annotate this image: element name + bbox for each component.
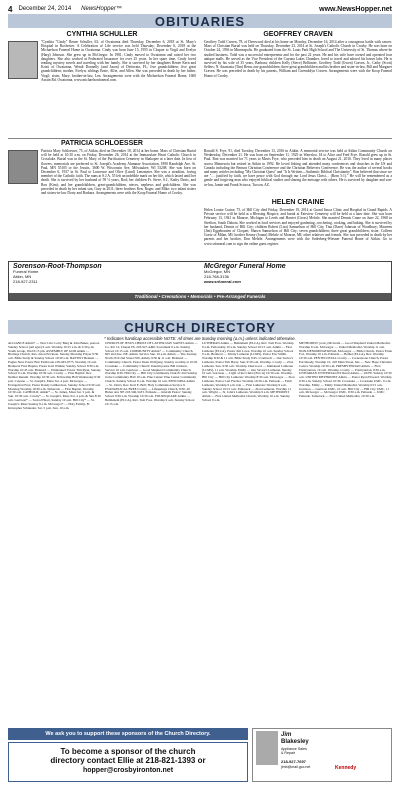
funeral-home-phone: 218-927-2311 bbox=[13, 279, 38, 284]
obit-name: GEOFFREY CRAVEN bbox=[263, 31, 333, 38]
agent-phone: 218-927-7697 bbox=[281, 759, 306, 764]
obit-text: "Cynthia "Cindy" Renee Schuller, 63, of Owatonna died Thursday, December 6, 2018 at St. Mary's Hospital in Rochester. A Celebration of Life service was held Thursday, December 6, 2018 at the Michaelson Funeral Home in Owatonna. Cindy was born June 15, 1955 in Cloquet to Virgil and Evelyn (Harp) Johnson. She grew up in McGregor. In 1981, Cindy moved to Owatonna and raised her two daughters. She also worked at Federated Insurance for over 25 years. In her spare time, Cindy loved reading mystery novels and traveling with her family. She is survived by her daughters Renee Kern and Kristi of Owatonna, Wendi Donnelly (and Jason) of Deforrata, FL; five grandchildren; five great grandchildren; mother, Evelyn; siblings Ernie, Alfie, and Allen. She was preceded in death by her father, Virgil; sister, Mary; brother-in-law, Len. Arrangements were with the Michaelson Funeral Home, 1600 Austin Rd, Owatonna, www.michaelsonfuneral.com. bbox=[41, 40, 196, 82]
obituaries-banner bbox=[8, 14, 392, 28]
agent-email[interactable]: jimb@mail.gcc.net bbox=[281, 765, 311, 769]
agent-company: Kennedy bbox=[335, 765, 357, 771]
obit-text: Ronald S. Frye, 91, died Tuesday, December 13, 2016 in Aitkin. A memorial service was held at Aitkin Community Church on Wednesday, December 21. He was born on September 11, 1925 in Waterloo, IA to Alice and Fred Frye. Ronald grew up in St. Paul. Ron was married for 71 years to Mavis Frye, who preceded him in death on August 21, 2016. They lived in many places across Minnesota but retired in Aitkin in 1992. He loved fishing and attended many conferences and churches in the US and Canada including the Benson Christian Conference and the Christian Believers Conference. He was the author of several books and many articles including "My Christian Quest" and "It Is Written—Authentic Biblical Christianity". Ron believed that since we are "… justified by faith, we have peace with God through our Lord Jesus Christ… (Rom 5:1)." He will be remembered as a gentle and forgiving man who enjoyed biblical studies and sharing the message with others. He is survived by daughter and son-in-law, Jamie and Frank Sciacca, Tucson, AZ. bbox=[204, 149, 392, 187]
obit-photo bbox=[8, 150, 38, 184]
sponsor-line-2: directory contact Ellie at 218-821-1393 or bbox=[50, 756, 206, 765]
funeral-home-city: Aitkin, MN bbox=[13, 274, 32, 279]
church-directory-note: * Indicates handicap accessible NOTE: All times are Sunday morning (a.m.) unless indicated otherwise. bbox=[104, 336, 296, 341]
obit-text: Helen Louise Craine, 75, of Hill City died Friday, December 19, 2014 at Grand Itasca Clinic and Hospital in Grand Rapids. A Private service will be held at a Blessing Hospice, and burial at Fairview Cemetery will be held at a later date. She was born February 13, 1941 in Monroe, Michigan to Leeds and Harriet (Gross) Mehrle. She married Dennis Crane on June 22, 1968 in Steelton, South Dakota. She worked in food services and enjoyed gardening, crocheting, cooking, and baking. She is survived by her husband, Dennis of Hill City; children Robert (Lisa) Samuelson of Hill City, Tina (Dave) Johnson of Woodbury; Maureen (Jim) Eggebraaten of Cloquet; Shawn Samuelson of Hill City; seven grandchildren; three great grandchildren; sister, Colleen Goetz of Milan, MI; brother Kenny (Joann) Mehrle of Monroe, MI; other relatives and friends. She was preceded in death by her parents and her brother, Don Mehrle. Arrangements were with the Soderberg-Wiesner Funeral Home of Aitkin. Go to www.srfuneral.com to sign the online guest register. bbox=[204, 208, 392, 246]
funeral-home-name: Sorenson-Root-Thompson bbox=[13, 263, 102, 270]
obit-name: PATRICIA SCHLOESSER bbox=[61, 140, 143, 147]
obit-name: CYNTHIA SCHULLER bbox=[66, 31, 138, 38]
church-listing-column: LUTHERAN Aitkin — Bethlehem (ELCA), Rev. Tom Foss. Worship 9 a.m. Fellowship 10 a.m. Sunday School 10:15 a.m. Aitkin — First Lutheran (ELCA), Pastor Jim Lowe. Worship 10 a.m. Sunday School 9 a.m. Brainerd — Trinity Lutheran (LCMS), Pastor Eric Smith. Worship 8:30 & 11 a.m. Bible Study 9:45. Cromwell — Our Savior's Lutheran, Pastor Tim Harry. Sun. 9:30 a.m. Worship. Crosby — Zion Lutheran. Sun. 9:30 a.m. Worship. Deerwood — Immanuel Lutheran (LCMS), 11 a.m. Worship. Emily — Our Savior's Lutheran, Sunday 10 a.m. Garrison — Light of the Christ (ELCA) 10:30 a.m. Worship. Hill City — Hill City Lutheran: Worship 8:30 a.m. McGregor — Zion Lutheran. Pastor Carl Fischer. Worship 10:30 a.m. Palisade — Faith Lutheran, Worship 9 a.m. Isle — First Lutheran: Worship 9 a.m. Sunday School 10:15 a.m. Tamarack — Zion Lutheran. Worship 11 a.m. Wright — St. John's Lutheran, Worship 9 a.m. METHODIST Aitkin — First United Methodist Church, Worship 10 a.m. Sunday School 9 a.m. bbox=[202, 342, 295, 402]
agent-photo bbox=[256, 731, 278, 765]
agent-ad bbox=[252, 728, 392, 782]
church-listing-column: CHURCH OF JESUS CHRIST OF LATTER DAY SAINTS Aitkin — Co. Rd. 12, Chapel Ph. 218-927-4490. Sacrament 9 a.m. Sunday School 10:15 a.m. COMMUNITY Aitkin* — Community Church, 605 2nd Ave. NE, Aitkin. Service Sun. 10 a.m. Aitkin — The Journey North: 810 2nd Street NW, Aitkin. 9:30 & 11 a.m. Brainerd — Community Church. Pastor Dean Wolfgang. Sunday worship at 10:45. Crosslake — Community Church: Interim pastor Bill Johnson. Service 10 a.m. Garrison — Good Shepherd Community Church. Worship 9:30. Hill City — Hill City Community Church: 2nd Sunday in the Community Hall 10 a.m. Pine Center: Pine Center Community Church. Sunday School 9 a.m. Worship 10 a.m. EPISCOPAL Aitkin — St. John's, Rev. Karl E. Bell; Holy Communion Service 9. EVANGELICAL FREE Crosby — Lifesprings Church, 8:30, 20 Huber Ave NE 218-546-5433. Palisade — Interim Pastor: Sunday School 9:30 a.m. Worship 10:30 a.m. FOURSQUARE Aitkin — Bethlehem (ELCA), Rev. Tom Foss. Worship 9 a.m. Sunday School 10:15 a.m. bbox=[105, 342, 198, 406]
agent-role-line-1: Appliance Sales bbox=[281, 747, 307, 751]
sponsor-line-1: To become a sponsor of the church bbox=[60, 747, 196, 756]
section-divider bbox=[8, 138, 392, 139]
sponsor-box bbox=[8, 742, 248, 782]
sponsor-email[interactable]: hopper@crosbyironton.net bbox=[82, 767, 174, 774]
funeral-home-ads bbox=[8, 261, 392, 301]
page-header bbox=[8, 4, 392, 14]
site-url[interactable]: www.NewsHopper.net bbox=[319, 5, 392, 13]
church-listing-column: METHODIST (cont.) McGrath — Good Shepherd United Methodist, Worship 9 a.m. McGregor — United Methodist, Worship 11 a.m. NON-DENOMINATIONAL McGregor — Bible Church, Pastor Ernie Fox. Worship 10 a.m. Palisade — Bethel (ELCA), Rev. Worship 10:30 a.m. PENTECOSTAL Crosby — Cornerstone Church, Pastor Earl Ready. Worship 10, 418 Main Street. Isle — New Hope Christian Center. Worship 10:30 a.m. PRESBYTERIAN Aitkin — First Presbyterian, 10 a.m. Worship. Crosby — Presbyterian, 9:30 a.m. UNITARIAN UNIVERSALIST Rural Aitkin — UUFP, Sunday 10:30 a.m. UNITED METHODIST Aitkin — Pastor Ryan Howard. Worship 9:30 a.m. Sunday School 10:30. Crosslake — Crosslake UMC, 9 a.m. Worship. Emily — Emily United Methodist, Worship 9:15 a.m. Garrison — Garrison UMC, 10 a.m. Hill City — Hill City UMC, 11 a.m. McGregor — McGregor UMC, 9:30 a.m. Palisade — UMC Palisade. Tamarack — First United Methodist, 10:30 a.m. bbox=[299, 342, 392, 399]
funeral-home-city: McGregor, MN bbox=[204, 269, 231, 274]
obit-photo bbox=[8, 41, 38, 79]
church-directory-banner bbox=[8, 320, 392, 334]
obit-text: Geoffrey Todd Craven, 78, of Deerwood died at his home on Monday, December 16, 2014 after a courageous battle with cancer. Mass of Christian Burial was held on Thursday, December 23, 2014 at St. Joseph's Catholic Church in Crosby. He was born on October 24, 1936 in Minneapolis. He graduated from the St. Louis Park High School and The University of St. Thomas where he studied business. Todd was a successful entrepreneur and for the past 22 years. He and his wife have owned and operated four antique malls. He served as the Vice President of the Cuyuna Lakes Chamber, loved to travel and adored his basset labs. He is survived by his wife of 35 years, Barbara; children Kelly (Steve) Bellimier, Geoffrey Todd (Gwen) Craven, Jr., Cathy (Scott) Sellers; N. Anastasia (Tim) Benn; one grandchildren; three great grandchildren and his brother and sister-in-law, Bill and Margaret Craven. He was preceded in death by his parents, William and Gwendolyn Craven. Arrangements were with the Koop Funeral Home of Crosby. bbox=[204, 40, 392, 78]
obit-text: Patricia Mary Schloesser, 75, of Aitkin, died on December 18, 2014 at her home. Mass of Christian Burial will be held at 10:30 a.m. on Friday, December 26, 2014 at the Immaculate Heart Catholic Church in Crosslake. Burial was in the St. Mary of the Purification Cemetery in Shakopee at a later date. In lieu of flowers, memorials are preferred to St. Joseph's Academy Alumnae Association, 1890 Randolph Ave. St. Paul, MN 55105 or the Jesuits, 3600 W. Wisconsin Ave, Milwaukee, WI 53208. She was born on December 6, 1937 in St. Paul to Lawrence and Olive (Lund) Lenzmeier. She was a steadfast, loving member of the Catholic faith. The nuns at S.J.A. 55 left an indelible mark on her life, which lasted until her death. She is survived by her husband of 59 ½ years, Rod; her children Fr. Steve, S.J., Kathy Davis, and Ron (Kim); and her grandchildren, great-grandchildren, nieces, nephews and godchildren. She was preceded in death by her infant son, Gary in 2011; three brothers Ken, Roger, and Mike; two infant sisters and sisters-in-law Dorty and Barbara. Arrangements were with the Koop Funeral Home of Crosby. bbox=[41, 149, 196, 196]
agent-role bbox=[281, 747, 307, 755]
agent-first-name: Jim bbox=[281, 732, 292, 738]
funeral-services-strip: Traditional • Cremations • Memorials • Pre-Arranged Funerals bbox=[9, 293, 391, 300]
page-number: 4 bbox=[8, 4, 13, 14]
agent-last-name: Blakesley bbox=[281, 739, 309, 745]
sponsor-appeal-bar: We ask you to support these sponsors of the Church Directory. bbox=[8, 728, 248, 740]
funeral-home-phone: 218-768-3136 bbox=[204, 274, 229, 279]
funeral-home-name: McGregor Funeral Home bbox=[204, 263, 286, 270]
funeral-home-url[interactable]: www.srfuneral.com bbox=[204, 279, 241, 284]
church-listing-column: ALLIANCE Aitkin* — New Life: Larry Burg & John Beker, pastors. Sunday School (All ages) 9 a.m. Worship 10:15 a.m. & 5:30 p.m. Youth Group, Wed 6:15 pm. ASSEMBLY OF GOD Aitkin — Heritage Church, Rev. Jason Erickson. Sunday Morning Prayer 9:30 a.m. Bible Study & Sunday School 10:30 a.m. BAPTIST Bennett — Eagles Nest, Pastor Bob Estabrook 218-463-9775. Worship 10 a.m. Brainerd: First Baptist, Pastor Karl Winkle; Sunday School 9:30 a.m. Worship 10:45 a.m. Brainerd — Emmanuel: Pastor Tim Ryan. Sunday School 9 a.m. Worship 10:30 a.m. Crosby — First Baptist: Rev. Delmar Ranum. Worship 10:30 a.m. Fellowship Hall Wednesday 6:30 p.m. Cuyuna — St. Joseph's, Mass Sat. 4 p.m. McGregor — Evangelical Free: Pastor Randy Lambertson. Sunday School 9:30 a.m. Morning Worship 10:30 a.m. Tamarack — First Baptist, Worship 10:30 a.m. CATHOLIC Aitkin* — St. James, Mass Sat. 5 p.m. & Sun. 10:30 a.m. Crosby* — St. Joseph's, Mass Sat. 4 p.m. & Sun 8:30 a.m. Garrison* — Sacred Heart, Sunday 10 a.m. Hill City* — St. Joseph's: Mass Sunday 8 a.m. McGregor* — Holy Family, Fr. Kristopher Schnieder, Sat. 5 p.m. Sun. 10 a.m. bbox=[8, 342, 101, 410]
obituaries-title: OBITUARIES bbox=[154, 13, 246, 29]
funeral-home-sub: Funeral Home bbox=[13, 269, 39, 274]
obit-name: HELEN CRAINE bbox=[271, 199, 325, 206]
agent-role-line-2: & Repair bbox=[281, 751, 295, 756]
page-date: December 24, 2014 bbox=[18, 6, 72, 12]
paper-name: NewsHopper™ bbox=[81, 6, 122, 12]
church-directory-title: CHURCH DIRECTORY bbox=[124, 319, 276, 335]
